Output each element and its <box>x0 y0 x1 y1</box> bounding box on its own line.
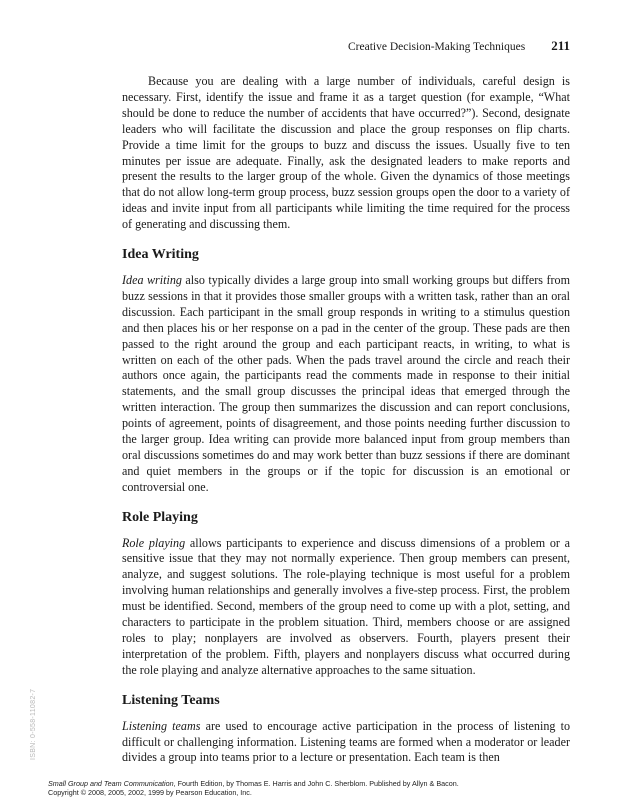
listening-teams-term: Listening teams <box>122 718 201 733</box>
running-title: Creative Decision-Making Techniques <box>348 41 526 53</box>
role-playing-paragraph <box>122 536 570 679</box>
listening-teams-heading: Listening Teams <box>122 692 220 708</box>
listening-teams-paragraph <box>122 719 570 767</box>
intro-paragraph: Because you are dealing with a large number of individuals, careful design is necessary. First, identify the issue and frame it as a target question (for example, “What should be done to reduce the number of accidents that have occurred?”). Second, designate leaders who will facilitate the discussion and place the group responses on flip charts. Provide a time limit for the groups to buzz and discuss the issues. Usually five to ten minutes per issue are adequate. Finally, ask the designated leaders to make reports and present the results to the larger group of the whole. Given the dynamics of those meetings that do not allow long-term group process, buzz session groups open the door to a variety of ideas and invite input from all participants while limiting the time required for the process of generating and discussing them. <box>122 74 570 232</box>
idea-writing-term: Idea writing <box>122 272 182 287</box>
footer-citation: , Fourth Edition, by Thomas E. Harris and John C. Sherblom. Published by Allyn & Bacon. <box>173 779 459 788</box>
running-head <box>122 38 570 54</box>
idea-writing-heading: Idea Writing <box>122 247 199 263</box>
footer-book-title: Small Group and Team Communication <box>48 779 174 788</box>
role-playing-term: Role playing <box>122 535 186 550</box>
body-column <box>122 74 570 766</box>
idea-writing-paragraph <box>122 273 570 496</box>
copyright-footer <box>48 779 588 797</box>
idea-writing-text: also typically divides a large group into small working groups but differs from buzz sessions in that it provides those smaller groups with a written task, rather than an oral discussion. Each participant in the small group responds in writing to a stimulus question and then places his or her response on a pad in the center of the group. These pads are then passed to the right around the group and each participant reacts, in writing, to what is written on each of the other pads. When the pads travel around the circle and reach their authors once again, the participants read the comments made in response to their initial statements, and the small group discusses the principal ideas that emerged through the written interaction. The group then summarizes the discussion and can report conclusions, points of agreement, points of disagreement, and those points needing further discussion to the larger group. Idea writing can provide more balanced input from group members than oral discussions sometimes do and may work better than buzz sessions if there are dominant and quiet members in the groups or if the topic for discussion is an emotional or controversial one. <box>122 272 570 494</box>
isbn-sideline: ISBN: 0-558-11082-7 <box>30 688 37 760</box>
footer-citation-line <box>48 779 588 788</box>
role-playing-heading: Role Playing <box>122 509 198 525</box>
listening-teams-text: are used to encourage active participation in the process of listening to difficult or challenging information. Listening teams are formed when a moderator or leader divides a group into teams prior to a lecture or presentation. Each team is then <box>122 718 570 765</box>
role-playing-text: allows participants to experience and discuss dimensions of a problem or a sensitive issue that they may not normally experience. Then group members can present, analyze, and suggest solutions. The role-playing technique is most useful for a problem involving human relationships and generally involves a five-step process. First, the problem must be identified. Second, members of the group need to come up with a plot, setting, and characters to participate in the problem situation. Third, members choose or are assigned roles to play; nonplayers are involved as observers. Fourth, players present their interpretation of the problem. Fifth, players and nonplayers discuss what occurred during the role playing and analyze alternative approaches to the same situation. <box>122 535 570 677</box>
footer-copyright: Copyright © 2008, 2005, 2002, 1999 by Pearson Education, Inc. <box>48 788 252 797</box>
page-number: 211 <box>551 38 570 53</box>
